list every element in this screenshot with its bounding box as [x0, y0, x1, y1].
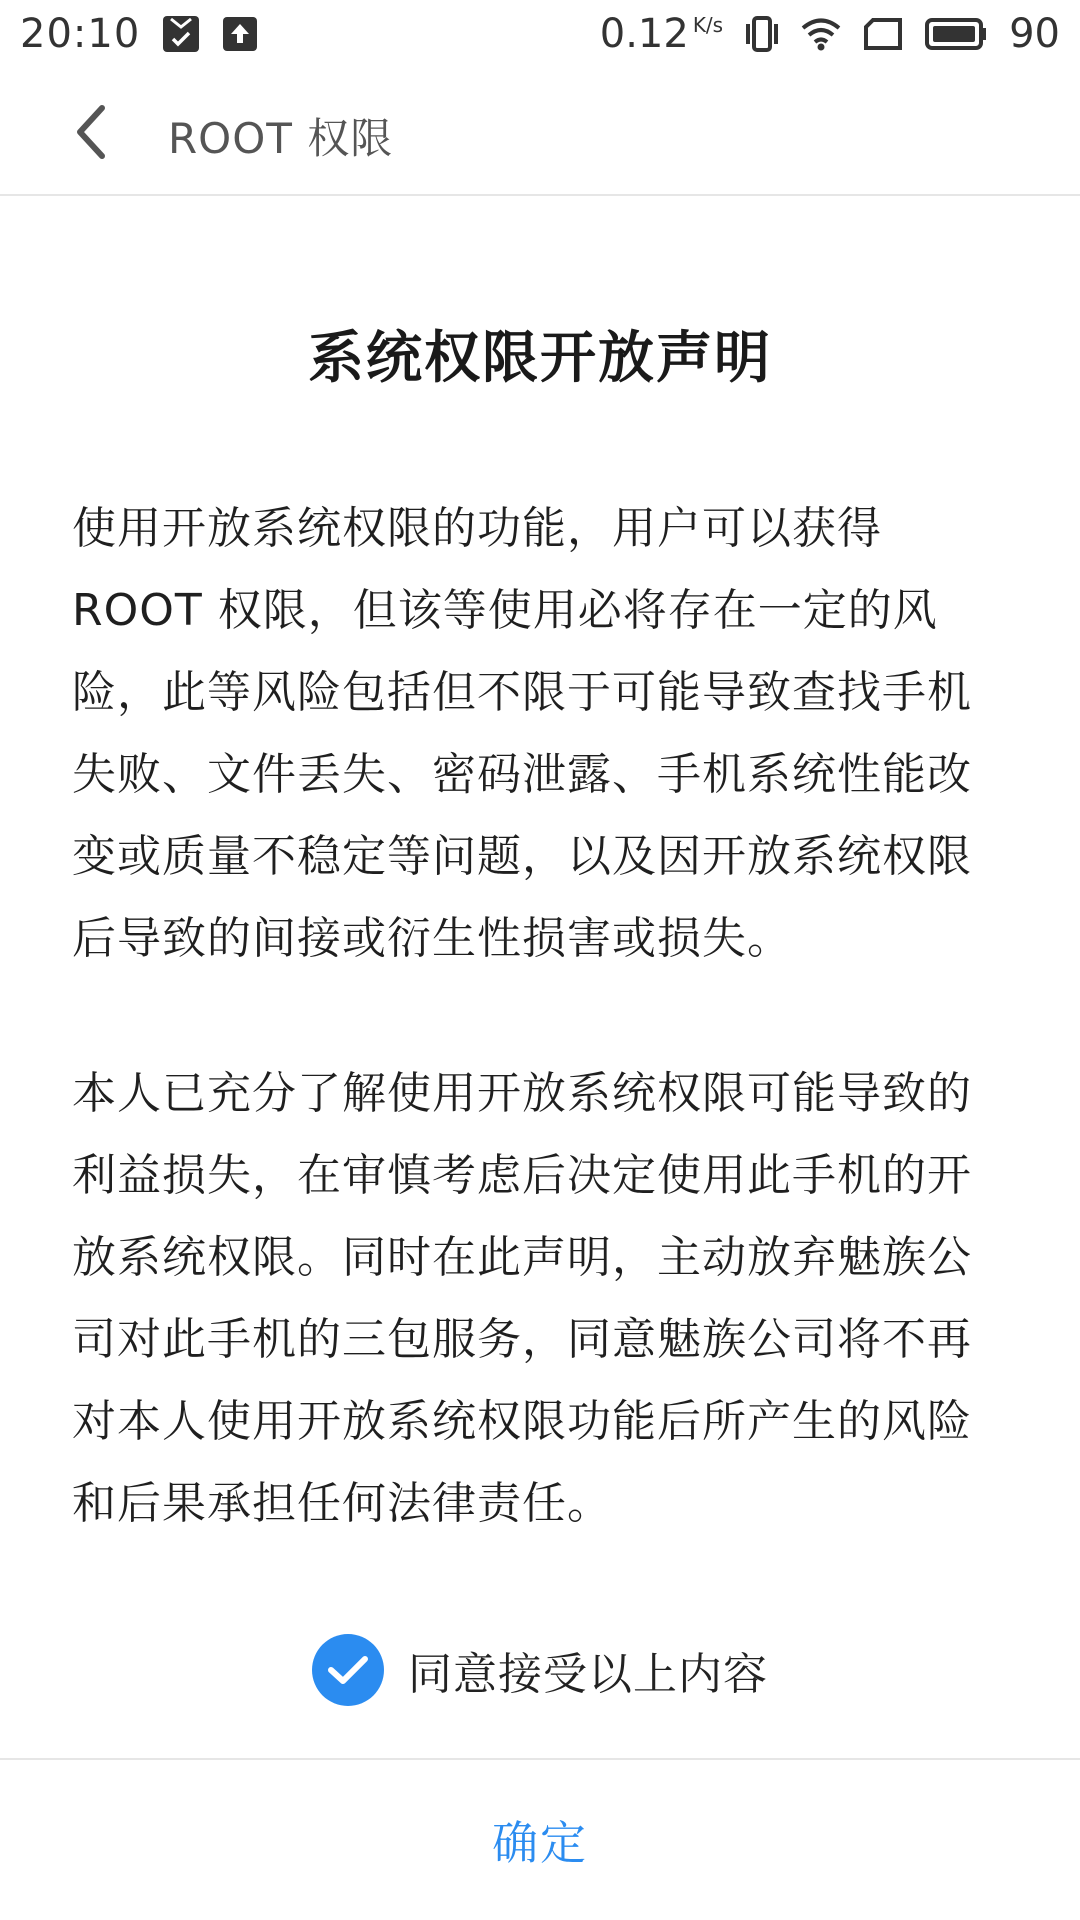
net-speed-value: 0.12 — [599, 11, 689, 57]
notification-check-icon — [162, 15, 200, 53]
sim-card-icon — [863, 17, 903, 51]
battery-level: 90 — [1009, 11, 1060, 57]
status-bar — [0, 0, 1080, 68]
net-speed — [600, 11, 723, 57]
declaration-paragraph-2: 本人已充分了解使用开放系统权限可能导致的利益损失，在审慎考虑后决定使用此手机的开放系统权限。同时在此声明，主动放弃魅族公司对此手机的三包服务，同意魅族公司将不再对本人使用开放系统权限功能后所产生的风险和后果承担任何法律责任。 — [72, 1068, 972, 1529]
upload-icon — [222, 16, 258, 52]
vibrate-icon — [745, 16, 779, 52]
agree-label: 同意接受以上内容 — [408, 1649, 768, 1700]
wifi-icon — [801, 17, 841, 51]
app-header — [0, 68, 1080, 196]
status-time: 20:10 — [20, 11, 141, 57]
agree-checkbox-row[interactable] — [0, 1632, 1080, 1708]
page-title: ROOT 权限 — [168, 114, 394, 163]
confirm-button[interactable]: 确定 — [432, 1787, 648, 1893]
declaration-paragraph-1: 使用开放系统权限的功能，用户可以获得 ROOT 权限，但该等使用必将存在一定的风险，此等风险包括但不限于可能导致查找手机失败、文件丢失、密码泄露、手机系统性能改变或质量不稳定等问题，以及因开放系统权限后导致的间接或衍生性损害或损失。 — [72, 503, 972, 964]
chevron-left-icon — [72, 104, 108, 160]
agree-checkbox[interactable] — [312, 1634, 384, 1706]
status-left — [20, 11, 258, 57]
status-right — [600, 11, 1060, 57]
checkmark-icon — [326, 1653, 370, 1687]
bottom-bar — [0, 1758, 1080, 1920]
battery-icon — [925, 17, 987, 51]
net-speed-unit: K/s — [692, 13, 724, 37]
declaration-title: 系统权限开放声明 — [308, 326, 772, 391]
back-button[interactable] — [60, 98, 120, 166]
